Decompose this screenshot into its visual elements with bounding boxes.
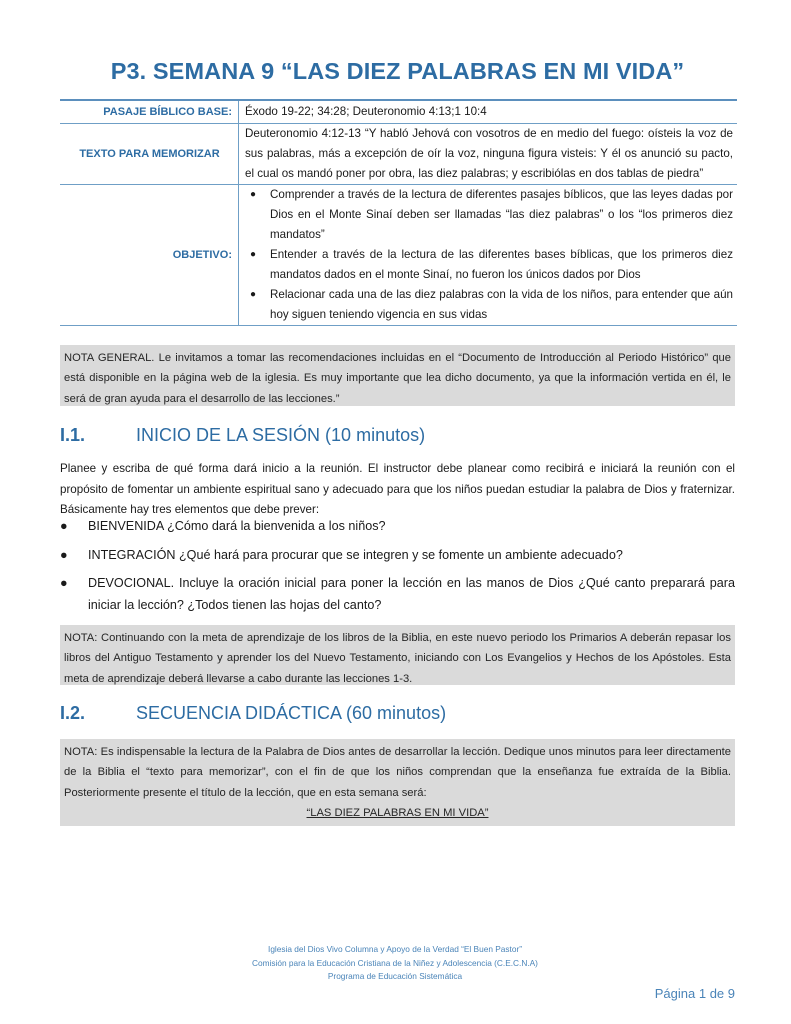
bullet-icon: ● <box>250 249 257 260</box>
pasaje-row <box>60 100 737 124</box>
list-item-bienvenida: ● BIENVENIDA ¿Cómo dará la bienvenida a los niños? <box>60 515 735 537</box>
bullet-icon: ● <box>60 576 68 590</box>
objetivo-item: ● Entender a través de la lectura de las diferentes bases bíblicas, que los primeros diez mandatos dados en el monte Sinaí, no fueron los únicos dados por Dios <box>245 245 733 285</box>
nota-lectura <box>60 739 735 826</box>
objetivo-list <box>245 185 733 325</box>
objetivo-label: OBJETIVO: <box>60 185 239 326</box>
memorizar-value: Deuteronomio 4:12-13 “Y habló Jehová con vosotros de en medio del fuego: oísteis la voz de sus palabras, más a excepción de oír la voz, ninguna figura visteis: Y él os anunció su pacto, el cual os mandó poner por obra, las diez palabras; y escribiólas en dos tablas de piedra” <box>245 127 733 180</box>
footer-line: Iglesia del Dios Vivo Columna y Apoyo de la Verdad “El Buen Pastor” <box>268 944 522 954</box>
footer-line: Programa de Educación Sistemática <box>327 971 463 981</box>
section-heading-secuencia <box>60 703 446 724</box>
section-number: I.2. <box>60 703 86 723</box>
page-number: Página 1 de 9 <box>654 986 735 1001</box>
inicio-list <box>60 572 735 616</box>
page-title: P3. SEMANA 9 “LAS DIEZ PALABRAS EN MI VIDA” <box>110 58 685 84</box>
nota-lectura-text: NOTA: Es indispensable la lectura de la Palabra de Dios antes de desarrollar la lección. Dedique unos minutos para leer directamente de la Biblia el “texto para memorizar”, con el fin de que los niños comprendan que la enseñanza fue extraída de la Biblia. Posteriormente presente el título de la lección, que en esta semana será: <box>64 746 731 799</box>
list-item-devocional: ● DEVOCIONAL. Incluye la oración inicial para poner la lección en las manos de Dios ¿Qué canto preparará para iniciar la lección? ¿Todos tienen las hojas del canto? <box>60 572 735 616</box>
page-footer <box>150 943 640 984</box>
pasaje-value: Éxodo 19-22; 34:28; Deuteronomio 4:13;1 10:4 <box>245 105 487 118</box>
section-title: SECUENCIA DIDÁCTICA (60 minutos) <box>136 703 447 723</box>
nota-general: NOTA GENERAL. Le invitamos a tomar las recomendaciones incluidas en el “Documento de Introducción al Periodo Histórico” que está disponible en la página web de la iglesia. Es muy importante que lea dicho documento, ya que la información vertida en él, le será de gran ayuda para el desarrollo de las lecciones.” <box>60 345 735 406</box>
bullet-icon: ● <box>250 289 257 300</box>
lesson-title-underlined: “LAS DIEZ PALABRAS EN MI VIDA” <box>306 806 489 819</box>
section-number: I.1. <box>60 425 86 445</box>
pasaje-label: PASAJE BÍBLICO BASE: <box>60 100 239 124</box>
section-title: INICIO DE LA SESIÓN (10 minutos) <box>136 425 426 445</box>
memorizar-row <box>60 124 737 185</box>
nota-libros-biblia: NOTA: Continuando con la meta de aprendizaje de los libros de la Biblia, en este nuevo periodo los Primarios A deberán repasar los libros del Antiguo Testamento y aprender los del Nuevo Testamento, iniciando con Los Evangelios y Hechos de los Apóstoles. Esta meta de aprendizaje deberá llevarse a cabo durante las lecciones 1-3. <box>60 625 735 685</box>
list-item-integracion: ● INTEGRACIÓN ¿Qué hará para procurar que se integren y se fomente un ambiente adecuado? <box>60 544 735 566</box>
section-heading-inicio <box>60 425 425 446</box>
objetivo-row <box>60 185 737 326</box>
inicio-list <box>60 544 735 566</box>
bullet-icon: ● <box>60 519 68 533</box>
inicio-intro-paragraph: Planee y escriba de qué forma dará inicio a la reunión. El instructor debe planear como recibirá e iniciará la reunión con el propósito de fomentar un ambiente espiritual sano y adecuado para que los niños puedan estudiar la palabra de Dios y fraternizar. Básicamente hay tres elementos que debe prever: <box>60 462 735 516</box>
bullet-icon: ● <box>60 548 68 562</box>
objetivo-item: ● Comprender a través de la lectura de diferentes pasajes bíblicos, que las leyes dadas por Dios en el Monte Sinaí deben ser llamadas “las diez palabras” o los “los primeros diez mandatos” <box>245 185 733 245</box>
objetivo-list-cell <box>239 185 738 326</box>
bullet-icon: ● <box>250 189 257 200</box>
inicio-list <box>60 515 735 537</box>
objetivo-item: ● Relacionar cada una de las diez palabras con la vida de los niños, para entender que aún hoy siguen teniendo vigencia en sus vidas <box>245 285 733 325</box>
memorizar-label: TEXTO PARA MEMORIZAR <box>60 124 239 185</box>
footer-line: Comisión para la Educación Cristiana de la Niñez y Adolescencia (C.E.C.N.A) <box>252 957 538 968</box>
lesson-info-table <box>60 99 737 326</box>
